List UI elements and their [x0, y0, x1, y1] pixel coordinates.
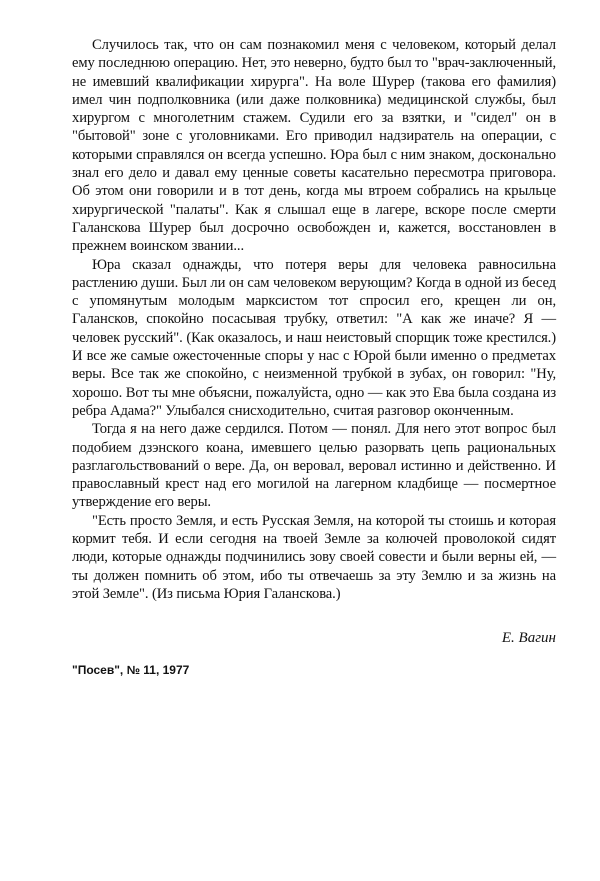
paragraph-4: "Есть просто Земля, и есть Русская Земля, на которой ты стоишь и которая кормит тебя. И если сегодня на твоей Земле за колючей проволокой сидят люди, которые однажды подчинились зову своей совести и были верны ей, — ты должен помнить об этом, ибо ты отвечаешь за эту Землю и за жизнь на этой Земле". (Из письма Юрия Галанскова.): [72, 512, 556, 602]
article-body: [72, 36, 556, 603]
paragraph-1: Случилось так, что он сам познакомил меня с человеком, который делал ему последнюю операцию. Нет, это неверно, будто был то "врач-заключенный, не имевший квалификации хирурга". На воле Шурер (такова его фамилия) имел чин подполковника (или даже полковника) медицинской службы, был хирургом с многолетним стажем. Судили его за взятки, и "сидел" он в "бытовой" зоне с уголовниками. Его приводил надзиратель на операции, с которыми справлялся он всегда успешно. Юра был с ним знаком, досконально знал его дело и давал ему ценные советы касательно пересмотра приговора. Об этом они говорили и в тот день, когда мы втроем собрались на крыльце хирургической "палаты". Как я слышал еще в лагере, вскоре после смерти Галанскова Шурер был досрочно освобожден и, кажется, восстановлен в прежнем воинском звании...: [72, 37, 556, 255]
source-citation: "Посев", № 11, 1977: [72, 663, 190, 677]
paragraph-2: Юра сказал однажды, что потеря веры для человека равносильна растлению души. Был ли он сам человеком верующим? Когда в одной из бесед с упомянутым молодым марксистом тот спросил его, крещен ли он, Галансков, спокойно посасывая трубку, ответил: "А как же иначе? Я — человек русский". (Как оказалось, и наш неистовый спорщик тоже крестился.) И все же самые ожесточенные споры у нас с Юрой были именно о предметах веры. Все так же спокойно, с неизменной трубкой в зубах, он говорил: "Ну, хорошо. Вот ты мне объясни, пожалуйста, одно — как это Ева была создана из ребра Адама?" Улыбался снисходительно, считая разговор оконченным.: [72, 256, 556, 419]
author-signature: Е. Вагин: [501, 630, 556, 646]
paragraph-3: Тогда я на него даже сердился. Потом — понял. Для него этот вопрос был подобием дзэнского коана, имевшего целью разорвать цепь рациональных разглагольствований о вере. Да, он веровал, веровал истинно и действенно. И православный крест над его могилой на лагерном кладбище — посмертное утверждение его веры.: [72, 421, 556, 511]
